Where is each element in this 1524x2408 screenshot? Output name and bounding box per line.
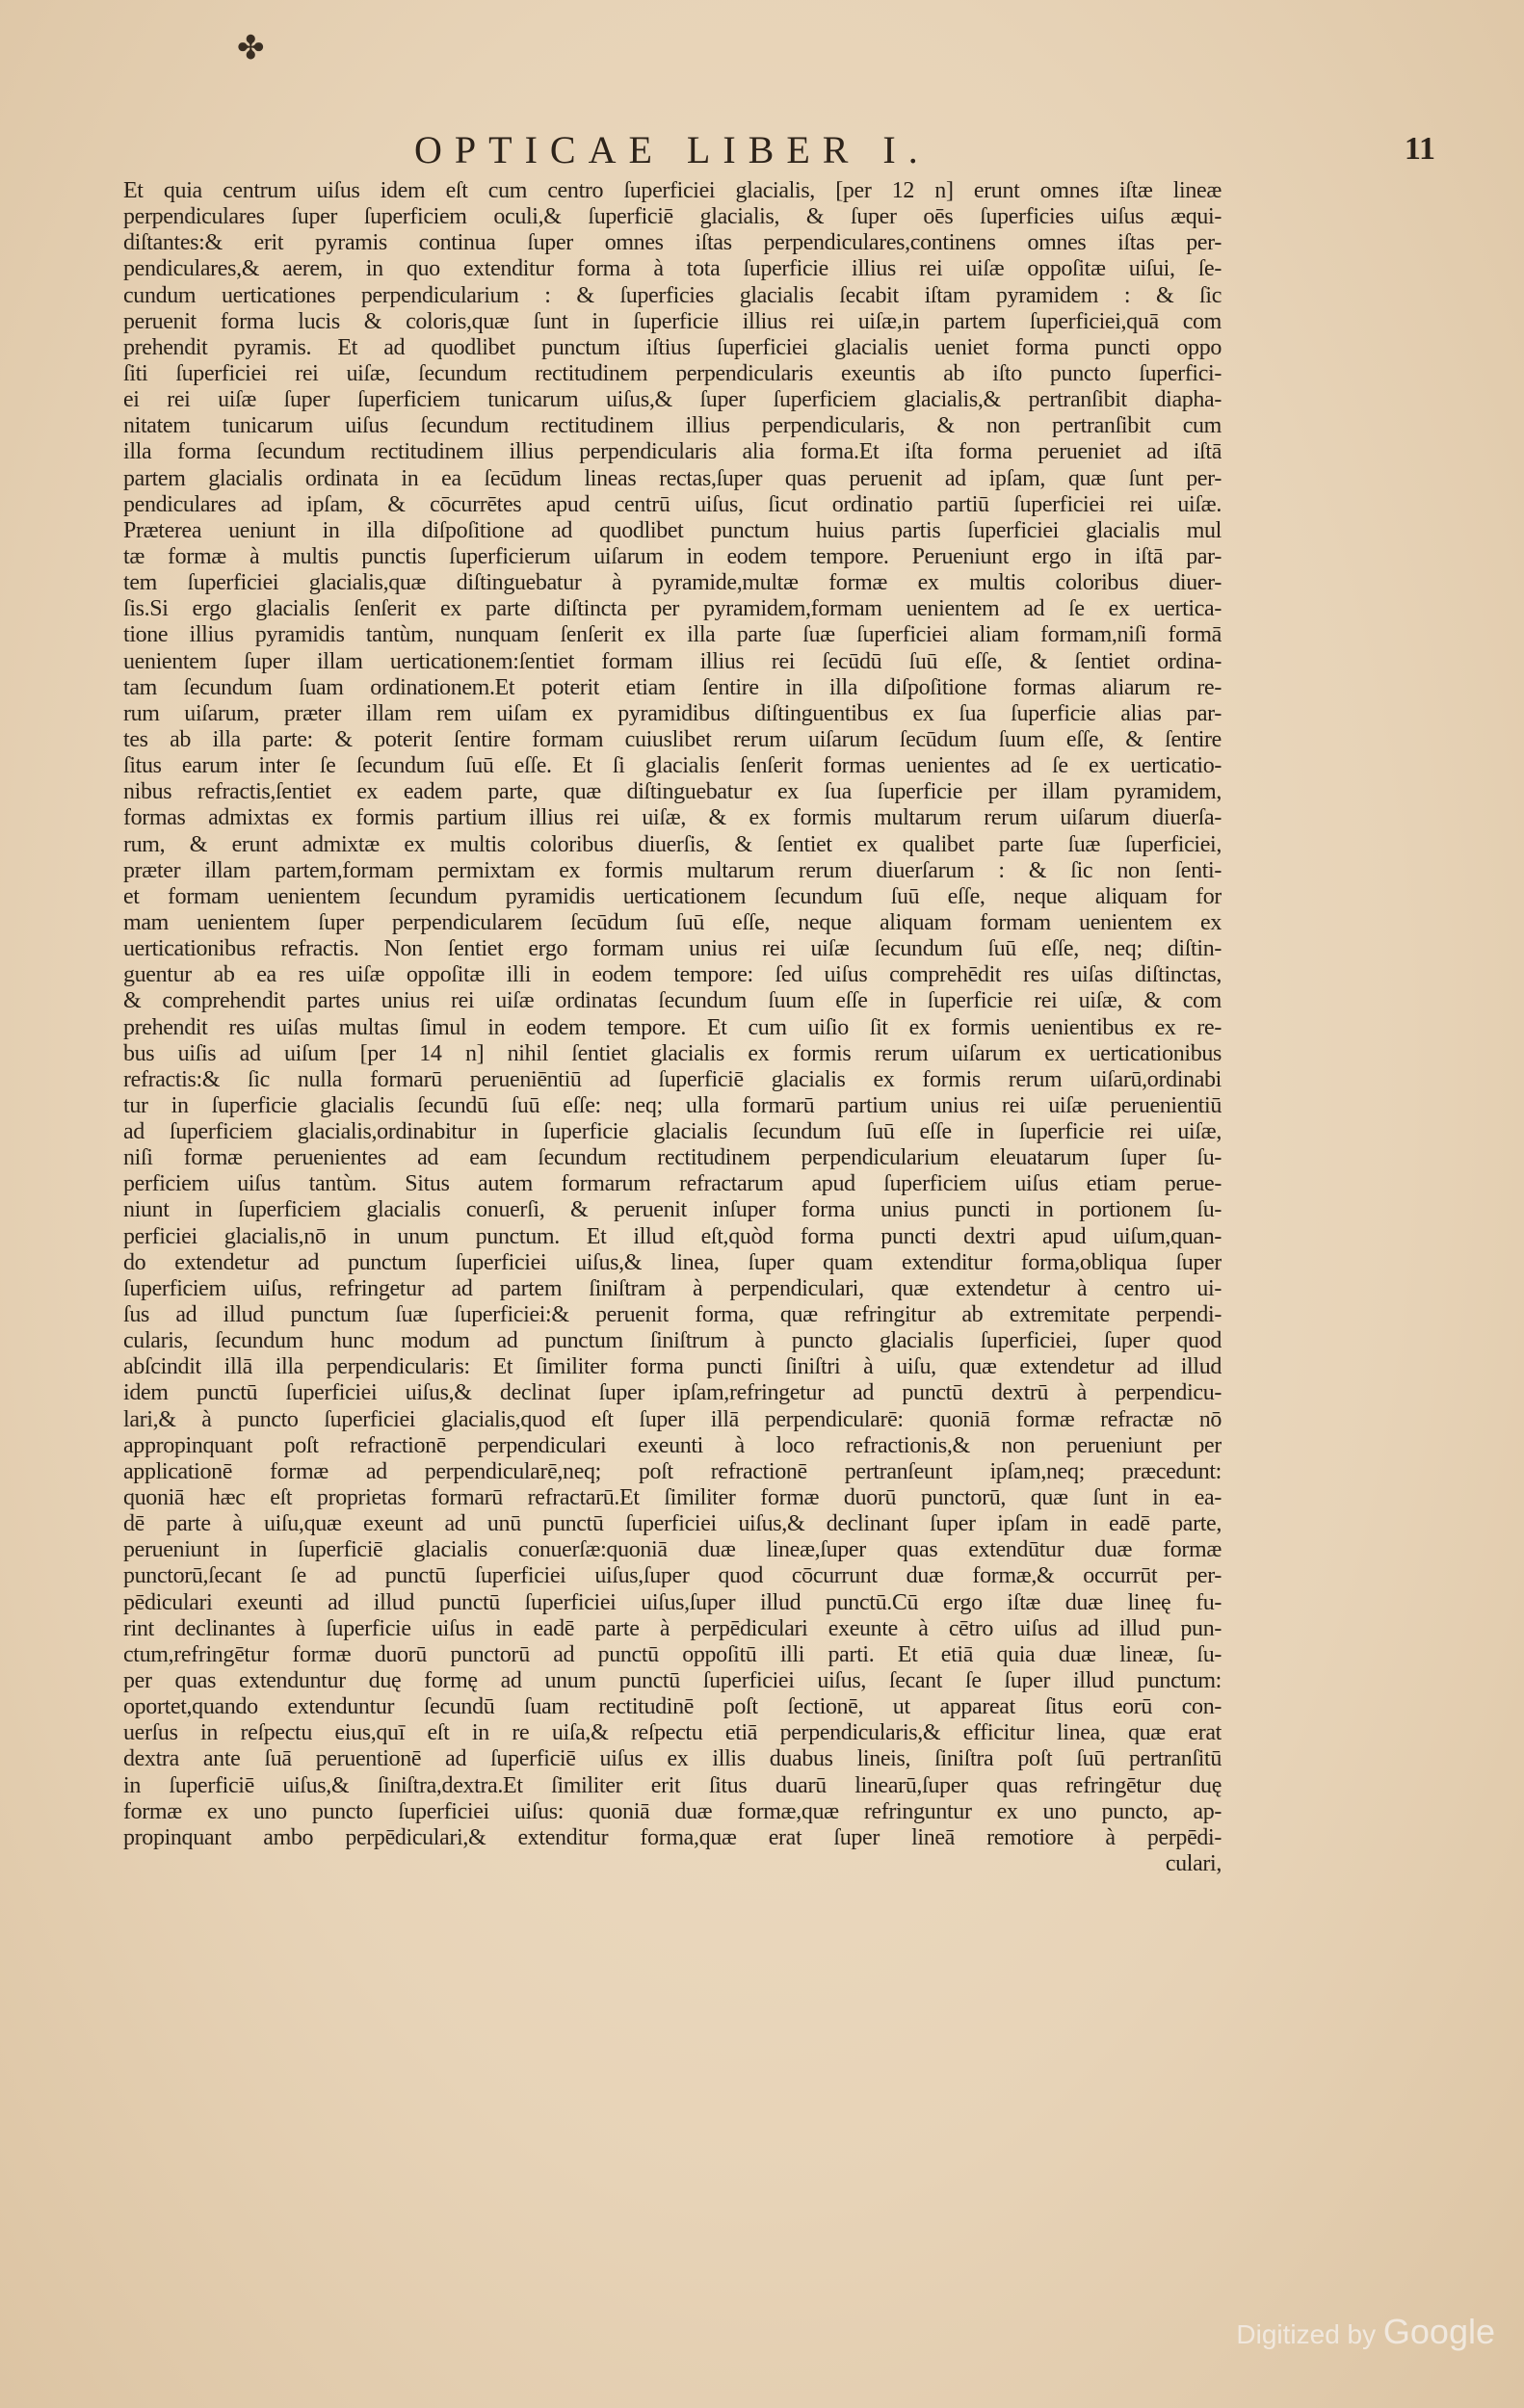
text-line: ſus ad illud punctum ſuæ ſuperficiei:& peruenit forma, quæ refringitur ab extremitate perpendi- — [123, 1302, 1222, 1328]
text-line: uerſus in reſpectu eius,quī eſt in re uiſa,& reſpectu etiā perpendicularis,& efficitur linea, quæ erat — [123, 1720, 1222, 1746]
running-head — [116, 123, 1435, 181]
text-line: illa forma ſecundum rectitudinem illius perpendicularis alia forma.Et iſta forma perueniet ad iſtā — [123, 439, 1222, 465]
text-line: Præterea ueniunt in illa diſpoſitione ad quodlibet punctum huius partis ſuperficiei glacialis mul — [123, 517, 1222, 543]
text-line: tæ formæ à multis punctis ſuperficierum uiſarum in eodem tempore. Perueniunt ergo in iſtā par- — [123, 543, 1222, 569]
text-line: formæ ex uno puncto ſuperficiei uiſus: quoniā duæ formæ,quæ refringuntur ex uno puncto, ap- — [123, 1798, 1222, 1824]
text-line: et formam uenientem ſecundum pyramidis uerticationem ſecundum ſuū eſſe, neque aliquam for — [123, 883, 1222, 909]
text-line: & comprehendit partes unius rei uiſæ ordinatas ſecundum ſuum eſſe in ſuperficie rei uiſæ, & com — [123, 988, 1222, 1014]
digitization-watermark — [1236, 2312, 1495, 2352]
text-line: rum, & erunt admixtæ ex multis coloribus diuerſis, & ſentiet ex qualibet parte ſuæ ſuperficiei, — [123, 831, 1222, 857]
text-line: pendiculares,& aerem, in quo extenditur forma à tota ſuperficie illius rei uiſæ oppoſitæ uiſui, ſe- — [123, 256, 1222, 282]
page-number: 11 — [1404, 131, 1435, 167]
text-line: ſis.Si ergo glacialis ſenſerit ex parte diſtincta per pyramidem,formam uenientem ad ſe ex uertica- — [123, 596, 1222, 622]
text-line: pendiculares ad ipſam, & cōcurrētes apud centrū uiſus, ſicut ordinatio partiū ſuperficiei rei uiſæ. — [123, 491, 1222, 517]
text-line: ei rei uiſæ ſuper ſuperficiem tunicarum uiſus,& ſuper ſuperficiem glacialis,& pertranſibit diapha- — [123, 387, 1222, 413]
text-line: tes ab illa parte: & poterit ſentire formam cuiuslibet rerum uiſarum ſecūdum ſuum eſſe, & ſentire — [123, 726, 1222, 752]
text-line: bus uiſis ad uiſum [per 14 n] nihil ſentiet glacialis ex formis rerum uiſarum ex uerticationibus — [123, 1040, 1222, 1066]
text-line: refractis:& ſic nulla formarū perueniēntiū ad ſuperficiē glacialis ex formis rerum uiſarū,ordinabi — [123, 1066, 1222, 1092]
text-line: propinquant ambo perpēdiculari,& extenditur forma,quæ erat ſuper lineā remotiore à perpēdi- — [123, 1824, 1222, 1850]
text-line: perficiei glacialis,nō in unum punctum. Et illud eſt,quòd forma puncti dextri apud uiſum,quan- — [123, 1223, 1222, 1249]
text-line: partem glacialis ordinata in ea ſecūdum lineas rectas,ſuper quas peruenit ad ipſam, quæ ſunt per- — [123, 465, 1222, 491]
ornament-mark: ✤ — [237, 31, 265, 66]
text-line: præter illam partem,formam permixtam ex formis multarum rerum diuerſarum : & ſic non ſenti- — [123, 857, 1222, 883]
text-line: ſiti ſuperficiei rei uiſæ, ſecundum rectitudinem perpendicularis exeuntis ab iſto puncto ſuperfici- — [123, 360, 1222, 386]
text-line: perueniunt in ſuperficiē glacialis conuerſæ:quoniā duæ lineæ,ſuper quas extendūtur duæ formæ — [123, 1537, 1222, 1563]
watermark-brand: Google — [1382, 2312, 1495, 2351]
running-title: OPTICAE LIBER I. — [414, 128, 931, 171]
text-line: cundum uerticationes perpendicularium : & ſuperficies glacialis ſecabit iſtam pyramidem : & ſic — [123, 282, 1222, 308]
text-line: diſtantes:& erit pyramis continua ſuper omnes iſtas perpendiculares,continens omnes iſtas per- — [123, 230, 1222, 256]
text-line: appropinquant poſt refractionē perpendiculari exeunti à loco refractionis,& non perueniunt per — [123, 1432, 1222, 1458]
text-line: ctum,refringētur formæ duorū punctorū ad punctū oppoſitū illi parti. Et etiā quia duæ lineæ, ſu- — [123, 1641, 1222, 1667]
text-line: niſi formæ peruenientes ad eam ſecundum rectitudinem perpendicularium eleuatarum ſuper ſu- — [123, 1145, 1222, 1171]
text-line: ad ſuperficiem glacialis,ordinabitur in ſuperficie glacialis ſecundum ſuū eſſe in ſuperficie rei uiſæ, — [123, 1119, 1222, 1145]
text-line: prehendit res uiſas multas ſimul in eodem tempore. Et cum uiſio ſit ex formis uenientibus ex re- — [123, 1014, 1222, 1040]
text-line: oportet,quando extenduntur ſecundū ſuam rectitudinē poſt ſectionē, ut appareat ſitus eorū con- — [123, 1694, 1222, 1720]
text-line: per quas extenduntur duę formę ad unum punctū ſuperficiei uiſus, ſecant ſe ſuper illud punctum: — [123, 1668, 1222, 1694]
text-line: formas admixtas ex formis partium illius rei uiſæ, & ex formis multarum rerum uiſarum diuerſa- — [123, 805, 1222, 831]
text-line: idem punctū ſuperficiei uiſus,& declinat ſuper ipſam,refringetur ad punctū dextrū à perpendicu- — [123, 1380, 1222, 1406]
text-line: nitatem tunicarum uiſus ſecundum rectitudinem illius perpendicularis, & non pertranſibit cum — [123, 413, 1222, 439]
text-line: dextra ante ſuā peruentionē ad ſuperficiē uiſus ex illis duabus lineis, ſiniſtra poſt ſuū pertranſitū — [123, 1746, 1222, 1772]
text-line: lari,& à puncto ſuperficiei glacialis,quod eſt ſuper illā perpendicularē: quoniā formæ refractæ nō — [123, 1406, 1222, 1432]
text-line: perficiem uiſus tantùm. Situs autem formarum refractarum apud ſuperficiem uiſus etiam perue- — [123, 1171, 1222, 1197]
text-line: in ſuperficiē uiſus,& ſiniſtra,dextra.Et ſimiliter erit ſitus duarū linearū,ſuper quas refringētur duę — [123, 1772, 1222, 1798]
text-line: punctorū,ſecant ſe ad punctū ſuperficiei uiſus,ſuper quod cōcurrunt duæ formæ,& occurrūt per- — [123, 1563, 1222, 1589]
text-line: applicationē formæ ad perpendicularē,neq; poſt refractionē pertranſeunt ipſam,neq; præcedunt: — [123, 1458, 1222, 1484]
text-line: prehendit pyramis. Et ad quodlibet punctum iſtius ſuperficiei glacialis ueniet forma puncti oppo — [123, 334, 1222, 360]
text-line: tur in ſuperficie glacialis ſecundū ſuū eſſe: neq; ulla formarū partium unius rei uiſæ peruenientiū — [123, 1092, 1222, 1118]
text-line: ſitus earum inter ſe ſecundum ſuū eſſe. Et ſi glacialis ſenſerit formas uenientes ad ſe ex uerticatio- — [123, 753, 1222, 779]
text-line: do extendetur ad punctum ſuperficiei uiſus,& linea, ſuper quam extenditur forma,obliqua ſuper — [123, 1249, 1222, 1275]
text-line: rint declinantes à ſuperficie uiſus in eadē parte à perpēdiculari exeunte à cētro uiſus ad illud pun- — [123, 1615, 1222, 1641]
text-line: guentur ab ea res uiſæ oppoſitæ illi in eodem tempore: ſed uiſus comprehēdit res uiſas diſtinctas, — [123, 962, 1222, 988]
text-line: cularis, ſecundum hunc modum ad punctum ſiniſtrum à puncto glacialis ſuperficiei, ſuper quod — [123, 1328, 1222, 1354]
text-line: tam ſecundum ſuam ordinationem.Et poterit etiam ſentire in illa diſpoſitione formas aliarum re- — [123, 674, 1222, 700]
text-line: uerticationibus refractis. Non ſentiet ergo formam unius rei uiſæ ſecundum ſuū eſſe, neq; diſtin- — [123, 936, 1222, 962]
text-line: uenientem ſuper illam uerticationem:ſentiet formam illius rei ſecūdū ſuū eſſe, & ſentiet ordina- — [123, 648, 1222, 674]
watermark-prefix: Digitized by — [1236, 2319, 1377, 2349]
body-text — [123, 178, 1222, 2119]
text-line: quoniā hæc eſt proprietas formarū refractarū.Et ſimiliter formæ duorū punctorū, quæ ſunt in ea- — [123, 1485, 1222, 1511]
text-line: dē parte à uiſu,quæ exeunt ad unū punctū ſuperficiei uiſus,& declinant ſuper ipſam in eadē parte, — [123, 1511, 1222, 1537]
text-line: mam uenientem ſuper perpendicularem ſecūdum ſuū eſſe, neque aliquam formam uenientem ex — [123, 909, 1222, 935]
text-line: perpendiculares ſuper ſuperficiem oculi,& ſuperficiē glacialis, & ſuper oēs ſuperficies uiſus æqui- — [123, 204, 1222, 230]
text-line: rum uiſarum, præter illam rem uiſam ex pyramidibus diſtinguentibus ex ſua ſuperficie alias par- — [123, 700, 1222, 726]
text-line: niunt in ſuperficiem glacialis conuerſi, & peruenit inſuper forma unius puncti in portionem ſu- — [123, 1197, 1222, 1223]
text-line: pēdiculari exeunti ad illud punctū ſuperficiei uiſus,ſuper illud punctū.Cū ergo iſtæ duæ lineę fu- — [123, 1589, 1222, 1615]
catchword: culari, — [1165, 1851, 1222, 1876]
text-line: Et quia centrum uiſus idem eſt cum centro ſuperficiei glacialis, [per 12 n] erunt omnes iſtæ lineæ — [123, 178, 1222, 203]
text-line: tione illius pyramidis tantùm, nunquam ſenſerit ex illa parte ſuæ ſuperficiei aliam formam,niſi formā — [123, 622, 1222, 648]
text-line: tem ſuperficiei glacialis,quæ diſtinguebatur à pyramide,multæ formæ ex multis coloribus diuer- — [123, 570, 1222, 596]
text-line: nibus refractis,ſentiet ex eadem parte, quæ diſtinguebatur ex ſua ſuperficie per illam pyramidem, — [123, 779, 1222, 805]
text-line: ſuperficiem uiſus, refringetur ad partem ſiniſtram à perpendiculari, quæ extendetur à centro ui- — [123, 1275, 1222, 1301]
text-line: abſcindit illā illa perpendicularis: Et ſimiliter forma puncti ſiniſtri à uiſu, quæ extendetur ad illud — [123, 1354, 1222, 1380]
text-line: peruenit forma lucis & coloris,quæ ſunt in ſuperficie illius rei uiſæ,in partem ſuperficiei,quā com — [123, 308, 1222, 334]
